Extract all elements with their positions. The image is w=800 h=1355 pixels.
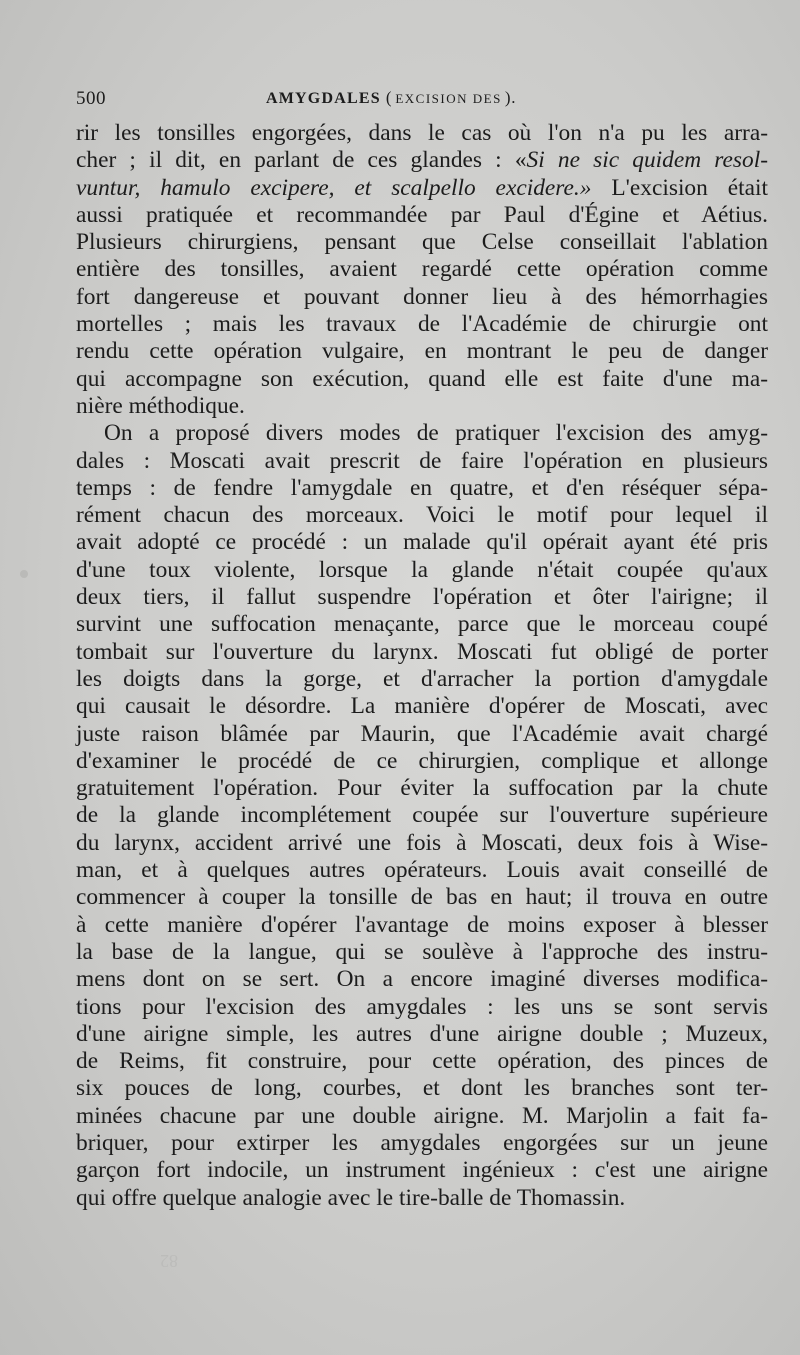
running-title: [266, 88, 516, 108]
text-line: six pouces de long, courbes, et dont les branches sont ter-: [76, 1075, 768, 1102]
text-line: d'une airigne simple, les autres d'une airigne double ; Muzeux,: [76, 1020, 768, 1047]
text-line: rendu cette opération vulgaire, en montrant le peu de danger: [76, 338, 768, 365]
text-line: [76, 175, 768, 202]
running-title-open-paren: (: [385, 88, 393, 107]
text-line: On a proposé divers modes de pratiquer l'excision des amyg-: [104, 420, 768, 447]
text-line: qui causait le désordre. La manière d'opérer de Moscati, avec: [76, 693, 768, 720]
text-line: mortelles ; mais les travaux de l'Académie de chirurgie ont: [76, 311, 768, 338]
text-line: aussi pratiquée et recommandée par Paul d'Égine et Aétius.: [76, 201, 768, 228]
text-line: tombait sur l'ouverture du larynx. Moscati fut obligé de porter: [76, 638, 768, 665]
text-line: entière des tonsilles, avaient regardé cette opération comme: [76, 256, 768, 283]
bleed-through-text: 82: [160, 1251, 178, 1271]
text-line: de Reims, fit construire, pour cette opération, des pinces de: [76, 1048, 768, 1075]
text-line: gratuitement l'opération. Pour éviter la suffocation par la chute: [76, 775, 768, 802]
text-line: tions pour l'excision des amygdales : les uns se sont servis: [76, 993, 768, 1020]
text-line-roman: cher ; il dit, en parlant de ces glandes : «: [76, 147, 527, 174]
text-line: fort dangereuse et pouvant donner lieu à des hémorrhagies: [76, 283, 768, 310]
running-head: [76, 88, 766, 112]
text-line: du larynx, accident arrivé une fois à Moscati, deux fois à Wise-: [76, 829, 768, 856]
text-line: survint une suffocation menaçante, parce que le morceau coupé: [76, 611, 768, 638]
text-line: dales : Moscati avait prescrit de faire l'opération en plusieurs: [76, 447, 768, 474]
text-line-roman: L'excision était: [611, 174, 768, 201]
text-line: temps : de fendre l'amygdale en quatre, et d'en réséquer sépa-: [76, 474, 768, 501]
text-line: man, et à quelques autres opérateurs. Louis avait conseillé de: [76, 857, 768, 884]
text-line: minées chacune par une double airigne. M. Marjolin a fait fa-: [76, 1102, 768, 1129]
text-line: avait adopté ce procédé : un malade qu'il opérait ayant été pris: [76, 529, 768, 556]
running-title-sub: EXCISION DES: [395, 91, 502, 106]
paper-smudge: [20, 570, 28, 578]
text-line: les doigts dans la gorge, et d'arracher la portion d'amygdale: [76, 665, 768, 692]
running-title-close-paren: ).: [504, 88, 517, 107]
text-line: mens dont on se sert. On a encore imaginé diverses modifica-: [76, 966, 768, 993]
text-line: garçon fort indocile, un instrument ingénieux : c'est une airigne: [76, 1157, 768, 1184]
text-line: d'une toux violente, lorsque la glande n'était coupée qu'aux: [76, 556, 768, 583]
text-line: à cette manière d'opérer l'avantage de moins exposer à blesser: [76, 911, 768, 938]
text-line: qui offre quelque analogie avec le tire-balle de Thomassin.: [76, 1184, 626, 1211]
text-line: [76, 147, 768, 174]
text-line: d'examiner le procédé de ce chirurgien, complique et allonge: [76, 747, 768, 774]
text-line: juste raison blâmée par Maurin, que l'Académie avait chargé: [76, 720, 768, 747]
text-line: la base de la langue, qui se soulève à l'approche des instru-: [76, 938, 768, 965]
text-line: de la glande incomplétement coupée sur l'ouverture supérieure: [76, 802, 768, 829]
page-number: 500: [76, 88, 106, 109]
text-line: deux tiers, il fallut suspendre l'opération et ôter l'airigne; il: [76, 584, 768, 611]
running-title-main: AMYGDALES: [266, 90, 381, 107]
text-line: qui accompagne son exécution, quand elle est faite d'une ma-: [76, 365, 768, 392]
text-line: briquer, pour extirper les amygdales engorgées sur un jeune: [76, 1129, 768, 1156]
latin-quote: Si ne sic quidem resol-: [526, 147, 768, 174]
text-line: rément chacun des morceaux. Voici le motif pour lequel il: [76, 502, 768, 529]
latin-quote-cont: vuntur, hamulo excipere, et scalpello excidere.»: [76, 174, 592, 201]
text-line: rir les tonsilles engorgées, dans le cas où l'on n'a pu les arra-: [76, 120, 768, 146]
body-text: [76, 120, 768, 1212]
text-line: commencer à couper la tonsille de bas en haut; il trouva en outre: [76, 884, 768, 911]
text-line: nière méthodique.: [76, 392, 245, 419]
text-line: Plusieurs chirurgiens, pensant que Celse conseillait l'ablation: [76, 229, 768, 256]
